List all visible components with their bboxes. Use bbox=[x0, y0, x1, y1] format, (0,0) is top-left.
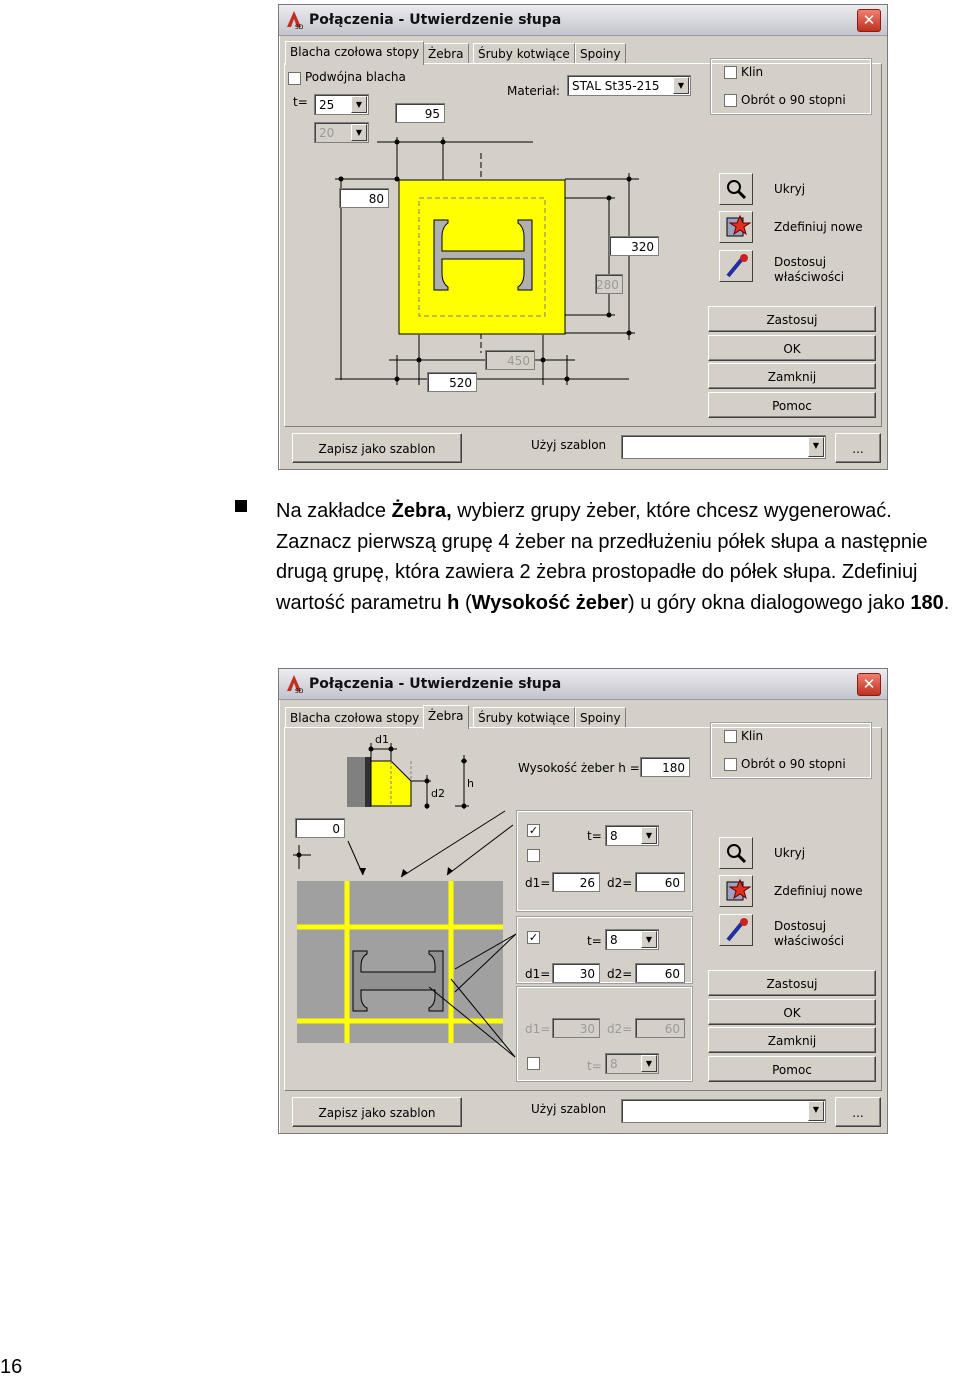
brush-icon bbox=[720, 915, 752, 945]
tab-ribs[interactable]: Żebra bbox=[423, 705, 469, 729]
ok-button[interactable]: OK bbox=[708, 335, 876, 361]
define-new-label: Zdefiniuj nowe bbox=[774, 220, 863, 234]
hide-button[interactable] bbox=[719, 173, 753, 205]
group2-t-value: 8 bbox=[610, 933, 618, 947]
brush-icon bbox=[720, 251, 752, 281]
use-template-label: Użyj szablon bbox=[531, 438, 607, 452]
chevron-down-icon: ▼ bbox=[673, 77, 689, 94]
group2-d1-label: d1= bbox=[525, 967, 551, 981]
offset-field[interactable]: 0 bbox=[295, 818, 345, 838]
help-button[interactable]: Pomoc bbox=[708, 1056, 876, 1082]
group3-t-value: 8 bbox=[610, 1057, 618, 1071]
chevron-down-icon: ▼ bbox=[641, 827, 657, 844]
group2-t-label: t= bbox=[587, 934, 602, 948]
instruction-text-5: . bbox=[943, 591, 950, 614]
group1-t-label: t= bbox=[587, 829, 602, 843]
instruction-bold-180: 180 bbox=[910, 591, 944, 614]
hide-button[interactable] bbox=[719, 837, 753, 869]
rib-height-field[interactable]: 180 bbox=[640, 757, 690, 777]
apply-button[interactable]: Zastosuj bbox=[708, 970, 876, 996]
wedge-label: Klin bbox=[741, 65, 764, 79]
wedge-label: Klin bbox=[741, 729, 764, 743]
dim-280-field[interactable]: 280 bbox=[595, 274, 623, 294]
group1-t-select[interactable] bbox=[605, 825, 659, 846]
tab-base-plate[interactable]: Blacha czołowa stopy bbox=[285, 707, 424, 728]
instruction-bold-h: h bbox=[447, 591, 460, 614]
dialog-base-plate bbox=[278, 4, 888, 470]
checkmark-icon: ✓ bbox=[528, 824, 539, 837]
adjust-label-1: Dostosuj bbox=[774, 919, 827, 933]
group3-d2-field[interactable]: 60 bbox=[635, 1018, 685, 1038]
t-label: t= bbox=[293, 95, 308, 109]
save-template-button[interactable]: Zapisz jako szablon bbox=[292, 1097, 462, 1127]
h-diagram-label: h bbox=[467, 777, 474, 790]
define-new-icon bbox=[720, 876, 752, 906]
weld bbox=[365, 757, 371, 807]
dialog-title: Połączenia - Utwierdzenie słupa bbox=[309, 676, 562, 692]
adjust-properties-button[interactable] bbox=[719, 914, 753, 946]
instruction-text-2: wybierz grupy żeber, które chcesz wygenerować. Zaznacz pierwszą grupę 4 żeber na przedłużeniu półek słupa a następnie drugą grupę, która zawiera 2 żebra prostopadłe do półek słupa. Zdefiniuj wartość parametru bbox=[276, 500, 928, 614]
wedge-checkbox[interactable] bbox=[724, 730, 737, 743]
dialog-title: Połączenia - Utwierdzenie słupa bbox=[309, 12, 562, 28]
instruction-bold-ribs: Żebra, bbox=[391, 500, 452, 522]
group1-t-value: 8 bbox=[610, 829, 618, 843]
checkmark-icon: ✓ bbox=[528, 931, 539, 944]
tab-anchor-bolts[interactable]: Śruby kotwiące bbox=[473, 707, 575, 728]
group3-d1-field[interactable]: 30 bbox=[552, 1018, 600, 1038]
double-plate-label: Podwójna blacha bbox=[305, 70, 406, 84]
material-value: STAL St35-215 bbox=[572, 79, 660, 93]
column-flange bbox=[347, 757, 365, 807]
magnifier-icon bbox=[720, 174, 752, 204]
chevron-down-icon: ▼ bbox=[808, 437, 824, 457]
material-label: Materiał: bbox=[507, 84, 560, 98]
group2-d1-field[interactable]: 30 bbox=[552, 963, 600, 983]
chevron-down-icon: ▼ bbox=[351, 124, 367, 141]
template-select[interactable] bbox=[621, 1099, 826, 1123]
instruction-text-4: ) u góry okna dialogowego jako bbox=[627, 591, 911, 614]
chevron-down-icon: ▼ bbox=[641, 931, 657, 948]
hide-label: Ukryj bbox=[774, 182, 806, 196]
group1-d1-field[interactable]: 26 bbox=[552, 872, 600, 892]
dim-450-field[interactable]: 450 bbox=[485, 350, 535, 370]
close-icon: ✕ bbox=[862, 11, 876, 29]
more-button[interactable]: ... bbox=[835, 1097, 881, 1127]
group3-d1-label: d1= bbox=[525, 1022, 551, 1036]
hide-label: Ukryj bbox=[774, 846, 806, 860]
tab-anchor-bolts[interactable]: Śruby kotwiące bbox=[473, 43, 575, 64]
group1-checkbox[interactable] bbox=[527, 824, 540, 837]
group1-d2-label: d2= bbox=[607, 876, 633, 890]
adjust-label-2: właściwości bbox=[774, 934, 845, 948]
dim-320-field[interactable]: 320 bbox=[609, 236, 659, 256]
tab-ribs[interactable]: Żebra bbox=[423, 43, 469, 64]
thickness-value: 25 bbox=[319, 98, 335, 112]
instruction-text-1: Na zakładce bbox=[276, 500, 392, 522]
group3-d2-label: d2= bbox=[607, 1022, 633, 1036]
instruction-paragraph bbox=[276, 496, 960, 618]
more-button[interactable]: ... bbox=[835, 433, 881, 463]
svg-text:SD: SD bbox=[295, 24, 303, 30]
chevron-down-icon: ▼ bbox=[351, 96, 367, 113]
dim-80-field[interactable]: 80 bbox=[339, 188, 389, 208]
adjust-properties-button[interactable] bbox=[719, 250, 753, 282]
instruction-text-3: ( bbox=[459, 591, 472, 614]
close-dialog-button[interactable]: Zamknij bbox=[708, 363, 876, 389]
tab-welds[interactable]: Spoiny bbox=[575, 43, 626, 64]
define-new-button[interactable] bbox=[719, 211, 753, 243]
d2-diagram-label: d2 bbox=[431, 787, 445, 800]
group2-checkbox[interactable] bbox=[527, 931, 540, 944]
dim-95-field[interactable]: 95 bbox=[395, 103, 445, 123]
group1-d1-label: d1= bbox=[525, 876, 551, 890]
group2-t-select[interactable] bbox=[605, 929, 659, 950]
group1-checkbox-2[interactable] bbox=[527, 849, 540, 862]
page-number: 16 bbox=[0, 1356, 23, 1378]
d1-diagram-label: d1 bbox=[375, 733, 389, 746]
rib-height-label: Wysokość żeber h = bbox=[518, 761, 640, 775]
tab-welds[interactable]: Spoiny bbox=[575, 707, 626, 728]
ok-button[interactable]: OK bbox=[708, 999, 876, 1025]
rotate-checkbox[interactable] bbox=[724, 758, 737, 771]
dim-520-field[interactable]: 520 bbox=[427, 372, 477, 392]
dialog-ribs bbox=[278, 668, 888, 1134]
define-new-icon bbox=[720, 212, 752, 242]
rotate-label: Obrót o 90 stopni bbox=[741, 93, 846, 107]
apply-button[interactable]: Zastosuj bbox=[708, 306, 876, 332]
tab-base-plate[interactable]: Blacha czołowa stopy bbox=[285, 41, 424, 65]
group2-d2-label: d2= bbox=[607, 967, 633, 981]
thickness2-value: 20 bbox=[319, 126, 335, 140]
rotate-label: Obrót o 90 stopni bbox=[741, 757, 846, 771]
adjust-label-2: właściwości bbox=[774, 270, 845, 284]
save-template-button[interactable]: Zapisz jako szablon bbox=[292, 433, 462, 463]
group3-checkbox[interactable] bbox=[527, 1057, 540, 1070]
instruction-bold-height: Wysokość żeber bbox=[471, 591, 628, 614]
group1-d2-field[interactable]: 60 bbox=[635, 872, 685, 892]
chevron-down-icon: ▼ bbox=[641, 1055, 657, 1072]
template-select[interactable] bbox=[621, 435, 826, 459]
chevron-down-icon: ▼ bbox=[808, 1101, 824, 1121]
magnifier-icon bbox=[720, 838, 752, 868]
group3-t-label: t= bbox=[587, 1059, 602, 1073]
svg-text:SD: SD bbox=[295, 688, 303, 694]
help-button[interactable]: Pomoc bbox=[708, 392, 876, 418]
bullet bbox=[235, 500, 247, 512]
close-icon: ✕ bbox=[862, 675, 876, 693]
group2-d2-field[interactable]: 60 bbox=[635, 963, 685, 983]
define-new-button[interactable] bbox=[719, 875, 753, 907]
use-template-label: Użyj szablon bbox=[531, 1102, 607, 1116]
group3-t-select[interactable] bbox=[605, 1053, 659, 1074]
define-new-label: Zdefiniuj nowe bbox=[774, 884, 863, 898]
adjust-label-1: Dostosuj bbox=[774, 255, 827, 269]
close-dialog-button[interactable]: Zamknij bbox=[708, 1027, 876, 1053]
